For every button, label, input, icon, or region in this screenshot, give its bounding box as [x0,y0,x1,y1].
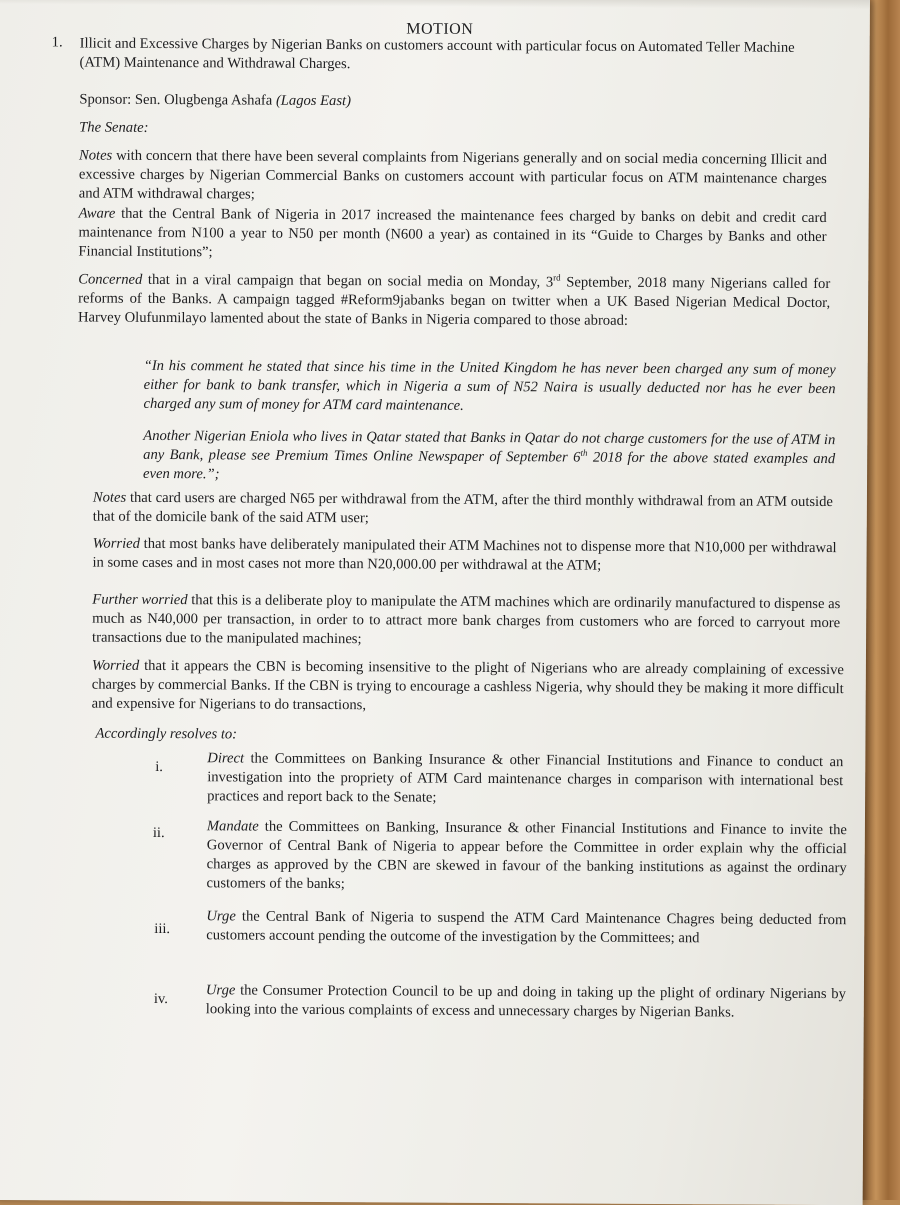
resolves-heading [95,725,495,746]
paragraph-text: that the Central Bank of Nigeria in 2017 increased the maintenance fees charged by banks on debit and credit card maintenance from N100 a year to N50 per month (N600 a year) as contained in its “Guide to Charges by Banks and other Financial Institutions”; [78,205,827,261]
document-title: MOTION [406,20,474,38]
paragraph-text: with concern that there have been several complaints from Nigerians generally and on social media concerning Illicit and excessive charges by Nigerian Commercial Banks on customers account with particular focus on ATM maintenance charges and ATM withdrawal charges; [78,147,828,203]
resolves-text: Accordingly resolves to: [95,725,238,743]
resolution-item [207,817,847,897]
paragraph-text: that card users are charged N65 per withdrawal from the ATM, after the third monthly withdrawal from an ATM outside that of the domicile bank of the said ATM user; [92,489,833,527]
resolution-lead: Mandate [206,818,259,835]
resolution-item [206,907,846,949]
paragraph-text: that it appears the CBN is becoming insensitive to the plight of Nigerians who are already complaining of excessive charges by commercial Banks. If the CBN is trying to encourage a cashless Nigeria, why should they be making it more difficult and expensive for Nigerians to do transactions, [91,657,844,714]
resolution-item [206,981,846,1023]
quote-text: “In his comment he stated that since his time in the United Kingdom he has never been charged any sum of money either for bank to bank transfer, which in Nigeria a sum of N52 Naira is usually deducted nor has he ever been charged any sum of money for ATM card maintenance. [143,357,836,414]
paragraph-worried-cbn [92,657,844,719]
paragraph-lead: Worried [91,657,140,674]
resolution-lead: Urge [206,908,236,925]
resolution-text: the Central Bank of Nigeria to suspend the ATM Card Maintenance Chagres being deducted from customers account pending the outcome of the investigation by the Committees; and [206,908,847,947]
paragraph-text-cont: September, 2018 many Nigerians called for reforms of the Banks. A campaign tagged #Reform9jabanks began on twitter when a UK Based Nigerian Medical Doctor, Harvey Olufunmilayo lamented about the state of Banks in Nigeria compared to those abroad: [77,274,831,329]
ordinal-superscript: rd [553,272,561,283]
paragraph-notes-card-users [93,489,833,532]
paragraph-aware [78,204,826,266]
resolution-text: the Committees on Banking, Insurance & other Financial Institutions and Finance to invite the Governor of Central Bank of Nigeria to appear before the Committee in order explain why the official charges as approved by the CBN are skewed in favour of the banking institutions as against the ordinary customers of the banks; [206,818,847,893]
paragraph-text: that most banks have deliberately manipulated their ATM Machines not to dispense more that N10,000 per withdrawal in some cases and in most cases not more than N20,000.00 per withdrawal at the ATM; [92,535,837,574]
quote-qatar [143,427,835,488]
quote-text-cont: 2018 for the above stated examples and even more.”; [143,449,836,483]
resolution-text: the Consumer Protection Council to be up and doing in taking up the plight of ordinary Nigerians by looking into the various complaints of excess and unnecessary charges by Nigerian Banks. [205,982,846,1021]
paragraph-lead: Worried [92,535,141,552]
paragraph-notes-concern [79,146,827,208]
resolution-number: i. [155,758,164,776]
quote-uk-doctor [143,357,835,418]
motion-heading: Illicit and Excessive Charges by Nigerian Banks on customers account with particular focus on Automated Teller Machine (ATM) Maintenance and Withdrawal Charges. [79,35,795,73]
resolution-number: iv. [153,990,168,1008]
resolution-lead: Urge [205,982,236,999]
resolution-lead: Direct [207,750,245,767]
paragraph-text: that in a viral campaign that began on social media on Monday, 3 [142,271,554,291]
senate-label [79,118,779,141]
senate-text: The Senate: [79,119,149,136]
paragraph-worried-manipulated [92,535,836,578]
sponsor-label: Sponsor: Sen. Olugbenga Ashafa [79,91,273,109]
resolution-item [207,749,843,810]
sponsor-line [79,90,779,113]
quote-text-part: Another Nigerian Eniola who lives in Qatar stated that Banks in Qatar do not charge customers for the use of ATM in any Bank, please see Premium Times Online Newspaper of September 6 [143,427,836,466]
paragraph-lead: Notes [78,147,113,164]
paragraph-further-worried [92,591,840,653]
ordinal-superscript: th [580,447,588,458]
paragraph-text: that this is a deliberate ploy to manipulate the ATM machines which are ordinarily manufactured to dispense as much as N40,000 per transaction, in order to to attract more bank charges from customers who are forced to carryout more transactions due to the manipulated machines; [92,592,841,648]
resolution-number: iii. [154,920,171,938]
paragraph-lead: Aware [78,205,116,222]
paragraph-concerned [78,270,830,332]
sponsor-district: (Lagos East) [275,92,352,110]
paragraph-lead: Notes [92,489,127,506]
quote-text [143,428,835,482]
paragraph-lead: Further worried [92,591,188,609]
resolution-number: ii. [152,824,165,842]
paragraph-lead: Concerned [78,271,143,288]
item-number: 1. [51,34,63,51]
page-shadow-edge [0,0,870,9]
resolution-text: the Committees on Banking Insurance & other Financial Institutions and Finance to conduct an investigation into the propriety of ATM Card maintenance charges in comparison with international best practices and report back to the Senate; [207,750,844,806]
